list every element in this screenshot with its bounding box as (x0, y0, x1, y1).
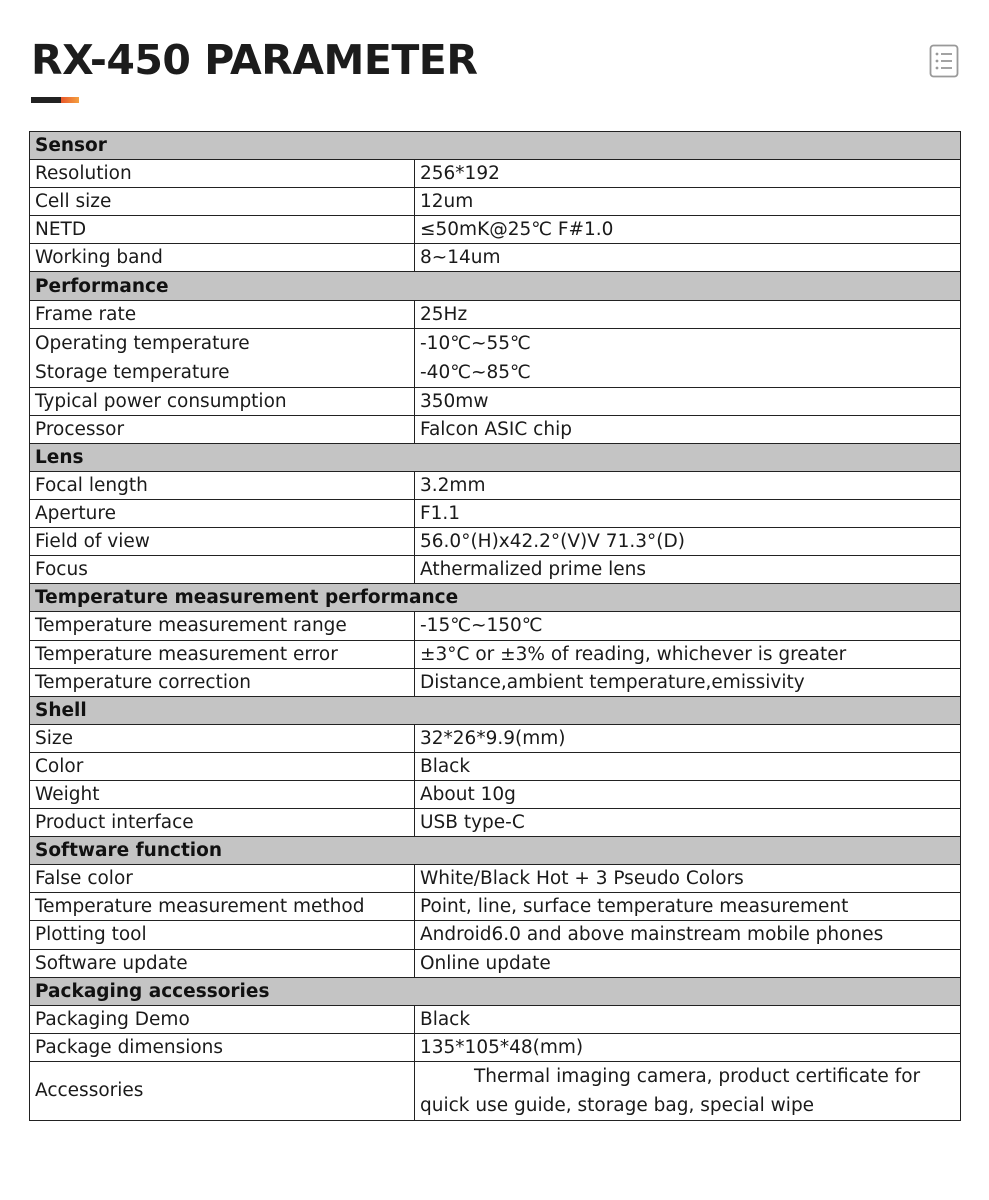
spec-label (30, 328, 415, 387)
spec-value: -15℃~150℃ (415, 612, 961, 640)
spec-label: False color (30, 865, 415, 893)
table-row (30, 640, 961, 668)
spec-value: Falcon ASIC chip (415, 415, 961, 443)
section-title: Software function (30, 837, 961, 865)
list-menu-icon-graphic (929, 44, 959, 78)
spec-value (415, 1061, 961, 1120)
spec-label: Color (30, 752, 415, 780)
spec-label: Field of view (30, 528, 415, 556)
spec-value-line: -40℃~85℃ (420, 361, 531, 383)
spec-label: Cell size (30, 188, 415, 216)
spec-label: Resolution (30, 160, 415, 188)
section-title: Sensor (30, 132, 961, 160)
spec-label: Temperature measurement method (30, 893, 415, 921)
spec-value-line: quick use guide, storage bag, special wipe (420, 1094, 815, 1116)
spec-value: 256*192 (415, 160, 961, 188)
section-title: Performance (30, 272, 961, 300)
spec-label: Working band (30, 244, 415, 272)
table-row (30, 1061, 961, 1120)
spec-label: Temperature measurement error (30, 640, 415, 668)
section-header-row (30, 443, 961, 471)
table-row (30, 300, 961, 328)
underline-accent-segment (61, 97, 79, 103)
spec-value: 350mw (415, 387, 961, 415)
spec-value: 56.0°(H)x42.2°(V)V 71.3°(D) (415, 528, 961, 556)
table-row (30, 724, 961, 752)
table-row (30, 865, 961, 893)
section-title: Shell (30, 696, 961, 724)
spec-label: Packaging Demo (30, 1005, 415, 1033)
spec-value: About 10g (415, 780, 961, 808)
section-title: Packaging accessories (30, 977, 961, 1005)
table-row (30, 1033, 961, 1061)
spec-value: White/Black Hot + 3 Pseudo Colors (415, 865, 961, 893)
table-row (30, 1005, 961, 1033)
spec-label: Typical power consumption (30, 387, 415, 415)
spec-value: ≤50mK@25℃ F#1.0 (415, 216, 961, 244)
table-row (30, 668, 961, 696)
table-row (30, 160, 961, 188)
table-row (30, 216, 961, 244)
spec-value: Black (415, 752, 961, 780)
spec-label: Package dimensions (30, 1033, 415, 1061)
spec-value: 3.2mm (415, 471, 961, 499)
section-header-row (30, 132, 961, 160)
spec-value: 25Hz (415, 300, 961, 328)
table-row (30, 188, 961, 216)
section-header-row (30, 696, 961, 724)
spec-value (415, 328, 961, 387)
spec-label: Frame rate (30, 300, 415, 328)
table-row (30, 471, 961, 499)
spec-value: 32*26*9.9(mm) (415, 724, 961, 752)
page-title: RX-450 PARAMETER (31, 36, 478, 84)
section-header-row (30, 272, 961, 300)
table-row (30, 328, 961, 387)
list-menu-icon[interactable] (929, 44, 959, 78)
spec-value: Distance,ambient temperature,emissivity (415, 668, 961, 696)
spec-label: Temperature measurement range (30, 612, 415, 640)
spec-label: Accessories (30, 1061, 415, 1120)
table-row (30, 415, 961, 443)
spec-value: Point, line, surface temperature measurement (415, 893, 961, 921)
title-underline (31, 97, 79, 103)
spec-label: Software update (30, 949, 415, 977)
spec-value-line: -10℃~55℃ (420, 332, 531, 354)
section-header-row (30, 977, 961, 1005)
spec-label: Size (30, 724, 415, 752)
spec-label: Focal length (30, 471, 415, 499)
spec-value: 135*105*48(mm) (415, 1033, 961, 1061)
spec-label: Weight (30, 780, 415, 808)
table-row (30, 612, 961, 640)
table-row (30, 244, 961, 272)
spec-table (29, 131, 961, 1121)
spec-label-line: Operating temperature (35, 332, 250, 354)
spec-label: Product interface (30, 809, 415, 837)
spec-value: F1.1 (415, 500, 961, 528)
table-row (30, 809, 961, 837)
table-row (30, 387, 961, 415)
table-row (30, 500, 961, 528)
spec-value: Athermalized prime lens (415, 556, 961, 584)
spec-label: Plotting tool (30, 921, 415, 949)
section-title: Temperature measurement performance (30, 584, 961, 612)
spec-label: NETD (30, 216, 415, 244)
spec-label-line: Storage temperature (35, 361, 230, 383)
spec-label: Focus (30, 556, 415, 584)
spec-label: Aperture (30, 500, 415, 528)
underline-dark-segment (31, 97, 61, 103)
spec-value: ±3°C or ±3% of reading, whichever is greater (415, 640, 961, 668)
table-row (30, 893, 961, 921)
spec-value: USB type-C (415, 809, 961, 837)
spec-label: Processor (30, 415, 415, 443)
spec-value: 8~14um (415, 244, 961, 272)
table-row (30, 949, 961, 977)
section-header-row (30, 837, 961, 865)
table-row (30, 780, 961, 808)
spec-label: Temperature correction (30, 668, 415, 696)
table-row (30, 752, 961, 780)
spec-value-line: Thermal imaging camera, product certificate for (474, 1065, 921, 1087)
spec-value: Online update (415, 949, 961, 977)
table-row (30, 556, 961, 584)
spec-value: Android6.0 and above mainstream mobile phones (415, 921, 961, 949)
table-row (30, 528, 961, 556)
section-header-row (30, 584, 961, 612)
spec-value: 12um (415, 188, 961, 216)
section-title: Lens (30, 443, 961, 471)
table-row (30, 921, 961, 949)
spec-value: Black (415, 1005, 961, 1033)
